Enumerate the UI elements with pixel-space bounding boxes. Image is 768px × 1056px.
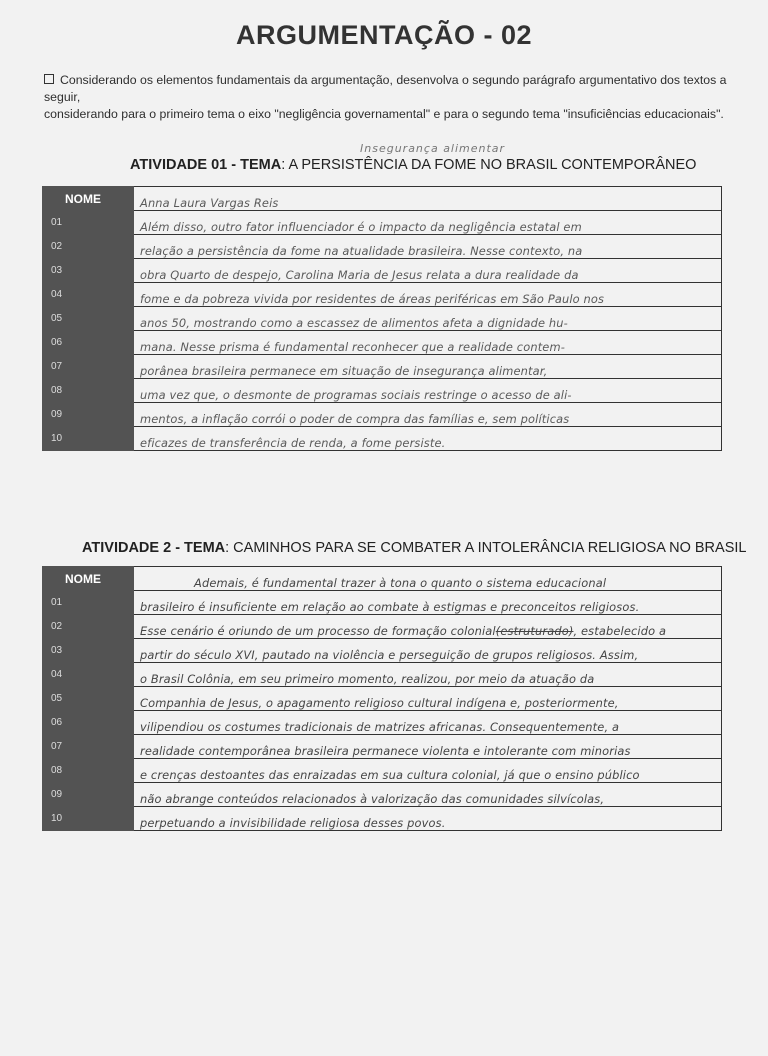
answer-line [43, 331, 722, 355]
line-number: 08 [43, 759, 134, 783]
answer-line [43, 711, 722, 735]
line-number: 01 [43, 591, 134, 615]
answer-line-text[interactable]: eficazes de transferência de renda, a fome persiste. [134, 427, 722, 451]
line-number: 03 [43, 639, 134, 663]
answer-line [43, 663, 722, 687]
answer-line-text[interactable]: Além disso, outro fator influenciador é o impacto da negligência estatal em [134, 211, 722, 235]
answer-line [43, 759, 722, 783]
answer-line [43, 591, 722, 615]
page-title: ARGUMENTAÇÃO - 02 [235, 20, 532, 50]
line-number: 05 [43, 307, 134, 331]
answer-line [43, 307, 722, 331]
answer-line-text[interactable] [134, 615, 722, 639]
answer-line-text[interactable]: brasileiro é insuficiente em relação ao combate à estigmas e preconceitos religiosos. [134, 591, 722, 615]
line-number: 09 [43, 403, 134, 427]
answer-line-text[interactable]: relação a persistência da fome na atualidade brasileira. Nesse contexto, na [134, 235, 722, 259]
activity2-title [82, 540, 746, 556]
activity1-title [130, 157, 696, 173]
handwritten-annotation: Insegurança alimentar [360, 142, 506, 155]
answer-line [43, 735, 722, 759]
line-number: 02 [43, 615, 134, 639]
struck-word: (estruturado) [495, 624, 574, 638]
answer-line [43, 807, 722, 831]
answer-line [43, 355, 722, 379]
line-number: 01 [43, 211, 134, 235]
line-number: 07 [43, 735, 134, 759]
answer-line [43, 283, 722, 307]
line-number: 10 [43, 807, 134, 831]
answer-line [43, 235, 722, 259]
line-number: 04 [43, 663, 134, 687]
answer-line [43, 427, 722, 451]
activity1-label: ATIVIDADE 01 - TEMA [130, 157, 282, 173]
line-number: 07 [43, 355, 134, 379]
line-number: 05 [43, 687, 134, 711]
line-number: 09 [43, 783, 134, 807]
answer-line [43, 639, 722, 663]
line-number: 02 [43, 235, 134, 259]
answer-line-text[interactable]: porânea brasileira permanece em situação de insegurança alimentar, [134, 355, 722, 379]
line-number: 10 [43, 427, 134, 451]
name-header: NOME [43, 187, 134, 211]
activity2-label: ATIVIDADE 2 - TEMA [82, 540, 226, 556]
instructions [44, 72, 734, 123]
answer-line [43, 615, 722, 639]
activity1-theme: : A PERSISTÊNCIA DA FOME NO BRASIL CONTEMPORÂNEO [281, 157, 697, 173]
answer-line-text[interactable]: anos 50, mostrando como a escassez de alimentos afeta a dignidade hu- [134, 307, 722, 331]
checkbox-icon [44, 74, 54, 84]
answer-line [43, 687, 722, 711]
answer-line [43, 379, 722, 403]
activity2-answer-sheet [42, 566, 722, 831]
answer-line [43, 403, 722, 427]
answer-line [43, 783, 722, 807]
answer-line-text[interactable]: Companhia de Jesus, o apagamento religioso cultural indígena e, posteriormente, [134, 687, 722, 711]
answer-line-text[interactable]: mana. Nesse prisma é fundamental reconhecer que a realidade contem- [134, 331, 722, 355]
activity2-theme: : CAMINHOS PARA SE COMBATER A INTOLERÂNCIA RELIGIOSA NO BRASIL [225, 540, 747, 556]
answer-line-text[interactable]: realidade contemporânea brasileira permanece violenta e intolerante com minorias [134, 735, 722, 759]
line-number: 08 [43, 379, 134, 403]
name-field[interactable]: Ademais, é fundamental trazer à tona o quanto o sistema educacional [134, 567, 722, 591]
answer-line [43, 211, 722, 235]
instruction-line-2: considerando para o primeiro tema o eixo "negligência governamental" e para o segundo tema "insuficiências educacionais". [44, 107, 724, 121]
answer-line-text[interactable]: não abrange conteúdos relacionados à valorização das comunidades silvícolas, [134, 783, 722, 807]
answer-line-text[interactable]: e crenças destoantes das enraizadas em sua cultura colonial, já que o ensino público [134, 759, 722, 783]
answer-line-text[interactable]: perpetuando a invisibilidade religiosa desses povos. [134, 807, 722, 831]
line-number: 06 [43, 711, 134, 735]
answer-line-text[interactable]: fome e da pobreza vivida por residentes de áreas periféricas em São Paulo nos [134, 283, 722, 307]
line-text-part-a: Esse cenário é oriundo de um processo de formação colonial [140, 624, 496, 638]
activity1-answer-sheet [42, 186, 722, 451]
answer-line-text[interactable]: obra Quarto de despejo, Carolina Maria de Jesus relata a dura realidade da [134, 259, 722, 283]
instruction-line-1: Considerando os elementos fundamentais da argumentação, desenvolva o segundo parágrafo argumentativo dos textos a seguir, [44, 73, 727, 104]
name-header: NOME [43, 567, 134, 591]
answer-line [43, 259, 722, 283]
answer-line-text[interactable]: partir do século XVI, pautado na violência e perseguição de grupos religiosos. Assim, [134, 639, 722, 663]
answer-line-text[interactable]: mentos, a inflação corrói o poder de compra das famílias e, sem políticas [134, 403, 722, 427]
line-number: 06 [43, 331, 134, 355]
name-row [43, 187, 722, 211]
name-row [43, 567, 722, 591]
answer-line-text[interactable]: o Brasil Colônia, em seu primeiro momento, realizou, por meio da atuação da [134, 663, 722, 687]
line-number: 03 [43, 259, 134, 283]
name-field[interactable]: Anna Laura Vargas Reis [134, 187, 722, 211]
line-number: 04 [43, 283, 134, 307]
answer-line-text[interactable]: uma vez que, o desmonte de programas sociais restringe o acesso de ali- [134, 379, 722, 403]
line-text-part-b: , estabelecido a [573, 624, 667, 638]
answer-line-text[interactable]: vilipendiou os costumes tradicionais de matrizes africanas. Consequentemente, a [134, 711, 722, 735]
